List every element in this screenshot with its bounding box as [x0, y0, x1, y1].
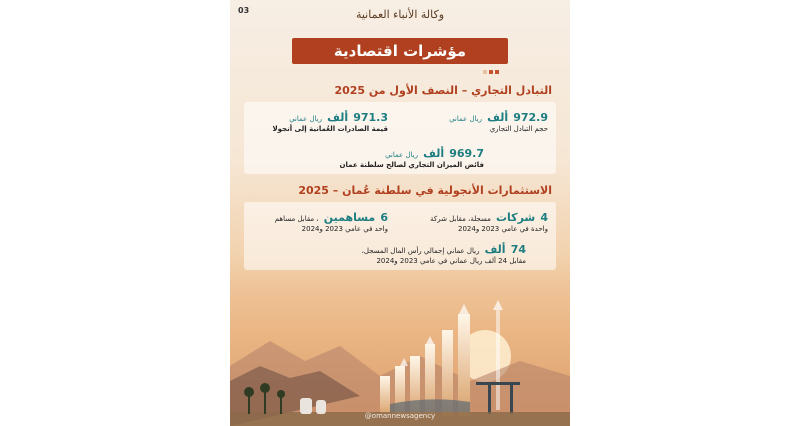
exports-caption: قيمة الصادرات العُمانية إلى أنجولا — [272, 125, 388, 133]
exports-value: 971.3 — [353, 111, 388, 124]
page-number: 03 — [238, 6, 250, 15]
infographic-card — [230, 0, 570, 426]
shareholders-unit: مساهمين — [323, 211, 376, 224]
capital-line1: ريال عماني إجمالي رأس المال المسجل، — [361, 247, 480, 255]
surplus-value: 969.7 — [449, 147, 484, 160]
surplus-caption: فائض الميزان التجاري لصالح سلطنة عمان — [339, 161, 484, 169]
companies-stat — [398, 206, 548, 233]
shareholders-stat — [248, 206, 388, 233]
exports-unit: ألف — [327, 111, 349, 124]
exports-currency: ريال عماني — [289, 115, 322, 123]
social-handle: @omannewsagency — [364, 412, 436, 420]
trade-volume-caption: حجم التبادل التجاري — [489, 125, 548, 133]
section1-heading: التبادل التجاري – النصف الأول من 2025 — [334, 84, 552, 97]
capital-stat — [276, 238, 526, 265]
shareholders-line2: واحد في عامي 2023 و2024 — [301, 225, 388, 233]
agency-logo: وكالة الأنباء العمانية — [355, 8, 445, 21]
companies-value: 4 — [540, 211, 548, 224]
capital-value: 74 — [510, 243, 526, 256]
trade-volume-value: 972.9 — [513, 111, 548, 124]
skyline-illustration — [230, 286, 570, 426]
surplus-currency: ريال عماني — [385, 151, 418, 159]
companies-line1: مسجلة، مقابل شركة — [430, 215, 491, 223]
exports-stat — [248, 106, 388, 133]
shareholders-line1: ، مقابل مساهم — [274, 215, 319, 223]
companies-line2: واحدة في عامي 2023 و2024 — [457, 225, 548, 233]
page-title: مؤشرات اقتصادية — [292, 38, 508, 64]
shareholders-value: 6 — [380, 211, 388, 224]
section2-panel — [244, 202, 556, 270]
decorative-dots — [483, 70, 499, 74]
trade-surplus-stat — [304, 142, 484, 169]
trade-volume-stat — [408, 106, 548, 133]
trade-volume-currency: ريال عماني — [449, 115, 482, 123]
section2-heading: الاستثمارات الأنجولية في سلطنة عُمان – 2025 — [298, 184, 552, 197]
companies-unit: شركات — [496, 211, 536, 224]
capital-unit: ألف — [484, 243, 506, 256]
surplus-unit: ألف — [423, 147, 445, 160]
section1-panel — [244, 102, 556, 174]
trade-volume-unit: ألف — [487, 111, 509, 124]
capital-line2: مقابل 24 ألف ريال عماني في عامي 2023 و2024 — [376, 257, 526, 265]
